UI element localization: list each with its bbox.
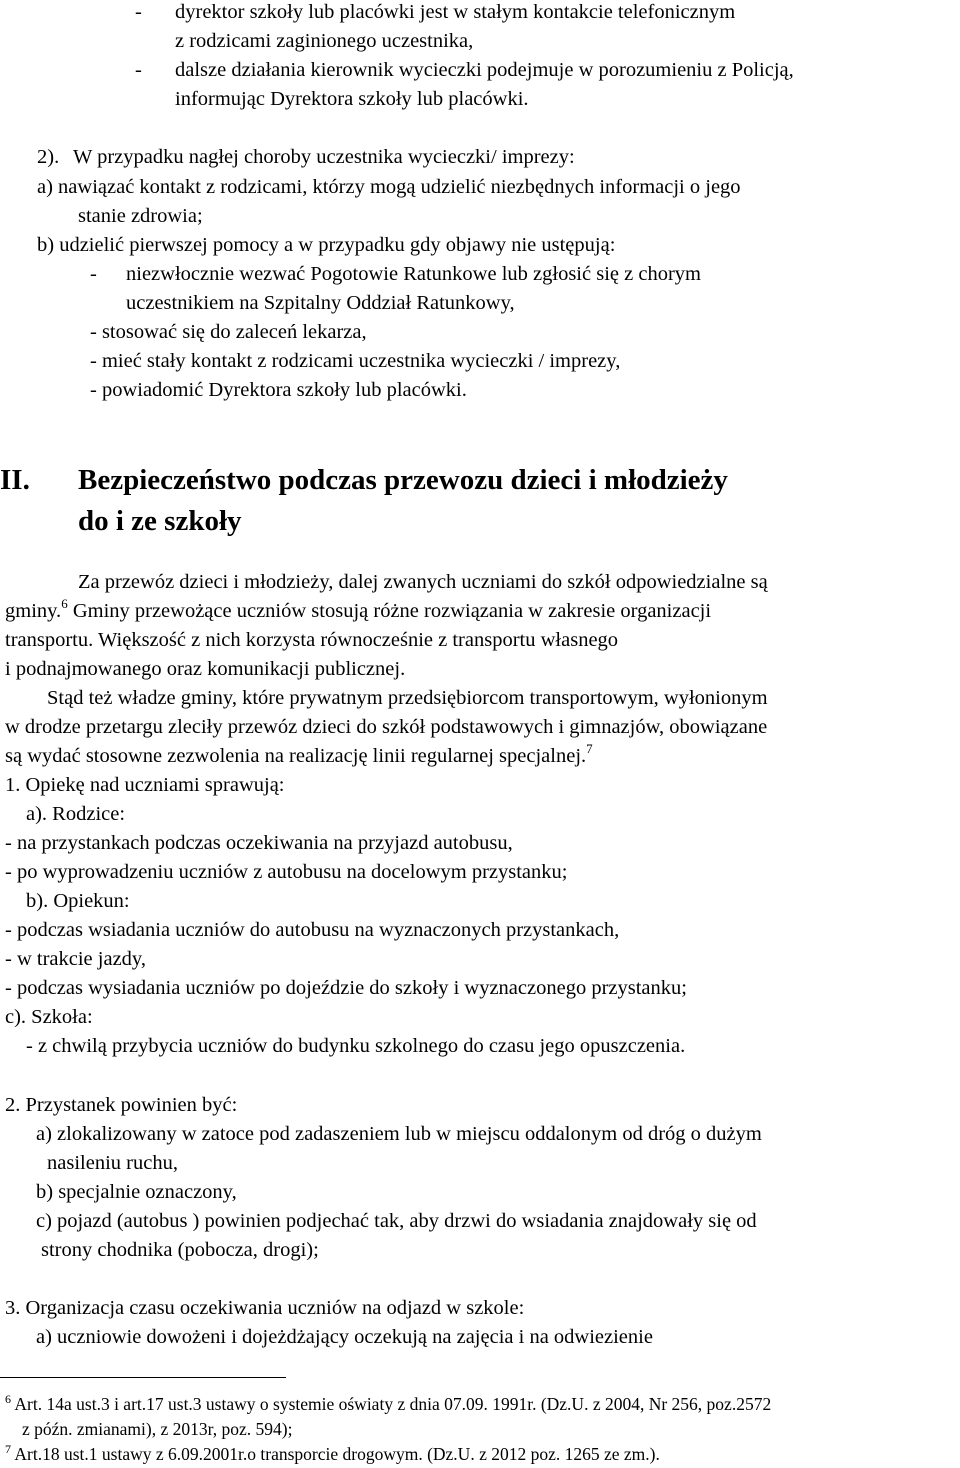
list-item-text: - mieć stały kontakt z rodzicami uczestnika wycieczki / imprezy, — [90, 350, 621, 372]
footnote-separator — [0, 1377, 286, 1378]
list-item-text: b). Opiekun: — [26, 890, 130, 912]
list-item-text: dalsze działania kierownik wycieczki podejmuje w porozumieniu z Policją, — [175, 59, 794, 81]
paragraph-text: Gminy przewożące uczniów stosują różne rozwiązania w zakresie organizacji — [72, 600, 712, 622]
footnote-ref: 7 — [586, 741, 593, 756]
footnote-text-cont: z późn. zmianami), z 2013r, poz. 594); — [22, 1419, 293, 1439]
paragraph-text: gminy. — [5, 600, 62, 622]
dash-marker: - — [135, 59, 142, 81]
list-item-text: b) udzielić pierwszej pomocy a w przypadku gdy objawy nie ustępują: — [37, 234, 616, 256]
list-item-text: - podczas wysiadania uczniów po dojeździe do szkoły i wyznaczonego przystanku; — [5, 977, 687, 999]
list-item-text: niezwłocznie wezwać Pogotowie Ratunkowe lub zgłosić się z chorym — [126, 263, 701, 285]
list-item-text: a) nawiązać kontakt z rodzicami, którzy mogą udzielić niezbędnych informacji o jego — [37, 176, 741, 198]
footnote-text: Art.18 ust.1 ustawy z 6.09.2001r.o transporcie drogowym. (Dz.U. z 2012 poz. 1265 ze zm.). — [14, 1444, 660, 1464]
dash-marker: - — [135, 1, 142, 23]
list-item-text: a) uczniowie dowożeni i dojeżdżający oczekują na zajęcia i na odwiezienie — [36, 1326, 653, 1348]
footnote-ref: 6 — [61, 596, 68, 611]
section-intro: W przypadku nagłej choroby uczestnika wycieczki/ imprezy: — [73, 146, 575, 168]
section-number: 2). — [37, 146, 60, 168]
list-item-text: informując Dyrektora szkoły lub placówki. — [175, 88, 529, 110]
footnote-text: Art. 14a ust.3 i art.17 ust.3 ustawy o systemie oświaty z dnia 07.09. 1991r. (Dz.U. z 2004, Nr 256, poz.2572 — [14, 1394, 772, 1414]
paragraph-line: i podnajmowanego oraz komunikacji publicznej. — [5, 658, 406, 680]
list-item-text: - na przystankach podczas oczekiwania na przyjazd autobusu, — [5, 832, 513, 854]
footnote-6 — [5, 1394, 771, 1414]
paragraph-line — [5, 596, 712, 623]
list-title: 3. Organizacja czasu oczekiwania uczniów na odjazd w szkole: — [5, 1297, 525, 1319]
paragraph-line — [5, 741, 593, 768]
footnote-number: 6 — [5, 1392, 11, 1406]
list-item-text: c). Szkoła: — [5, 1006, 93, 1028]
paragraph-line: Za przewóz dzieci i młodzieży, dalej zwanych uczniami do szkół odpowiedzialne są — [78, 571, 768, 593]
dash-marker: - — [90, 263, 97, 285]
footnote-7 — [5, 1444, 660, 1464]
footnote-number: 7 — [5, 1442, 11, 1456]
heading-number: II. — [0, 464, 30, 496]
heading-title-line2: do i ze szkoły — [78, 505, 242, 537]
paragraph-line: transportu. Większość z nich korzysta równocześnie z transportu własnego — [5, 629, 619, 651]
list-item-text: nasileniu ruchu, — [47, 1152, 178, 1174]
list-item-text: strony chodnika (pobocza, drogi); — [41, 1239, 319, 1261]
list-item-text: - z chwilą przybycia uczniów do budynku szkolnego do czasu jego opuszczenia. — [26, 1035, 686, 1057]
paragraph-line: Stąd też władze gminy, które prywatnym przedsiębiorcom transportowym, wyłonionym — [47, 687, 768, 709]
list-item-text: - powiadomić Dyrektora szkoły lub placówki. — [90, 379, 467, 401]
heading-title: Bezpieczeństwo podczas przewozu dzieci i młodzieży — [78, 464, 728, 496]
list-item-text: a). Rodzice: — [26, 803, 126, 825]
list-title: 2. Przystanek powinien być: — [5, 1094, 238, 1116]
list-item-text: - w trakcie jazdy, — [5, 948, 146, 970]
list-item-text: - podczas wsiadania uczniów do autobusu na wyznaczonych przystankach, — [5, 919, 620, 941]
list-item-text: a) zlokalizowany w zatoce pod zadaszeniem lub w miejscu oddalonym od dróg o dużym — [36, 1123, 762, 1145]
text-line: dyrektor szkoły lub placówki jest w stałym kontakcie telefonicznym — [175, 1, 736, 23]
paragraph-line: w drodze przetargu zleciły przewóz dzieci do szkół podstawowych i gimnazjów, obowiązane — [5, 716, 768, 738]
list-item-text: uczestnikiem na Szpitalny Oddział Ratunkowy, — [126, 292, 515, 314]
list-item-text: z rodzicami zaginionego uczestnika, — [175, 30, 474, 52]
paragraph-text: są wydać stosowne zezwolenia na realizację linii regularnej specjalnej. — [5, 745, 587, 767]
list-title: 1. Opiekę nad uczniami sprawują: — [5, 774, 285, 796]
list-item-text: b) specjalnie oznaczony, — [36, 1181, 237, 1203]
list-item-text: - po wyprowadzeniu uczniów z autobusu na docelowym przystanku; — [5, 861, 568, 883]
list-item-text: - stosować się do zaleceń lekarza, — [90, 321, 367, 343]
list-item-text — [175, 0, 955, 24]
list-item-text: stanie zdrowia; — [78, 205, 203, 227]
list-item-text: c) pojazd (autobus ) powinien podjechać tak, aby drzwi do wsiadania znajdowały się od — [36, 1210, 757, 1232]
